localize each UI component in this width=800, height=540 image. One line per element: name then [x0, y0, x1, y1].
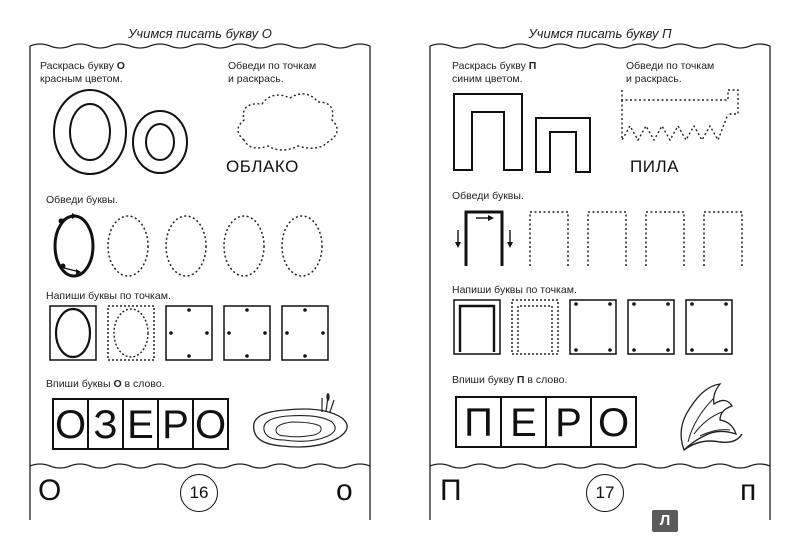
page-number: 17 — [586, 474, 624, 512]
stroke-arrow-icon — [59, 213, 82, 275]
trace-letters-row — [454, 206, 764, 276]
task-color-letter: Раскрась букву П синим цветом. — [452, 60, 537, 85]
word-cell: О — [52, 398, 89, 450]
task-word: Впиши буквы О в слово. — [46, 378, 165, 390]
word-cell: Е — [122, 398, 159, 450]
task-write-dots: Напиши буквы по точкам. — [452, 284, 577, 296]
task-trace-picture: Обведи по точкам и раскрась. — [228, 60, 317, 85]
feather-icon — [670, 378, 750, 458]
saw-outline-icon — [618, 88, 748, 148]
word-cell: П — [455, 396, 502, 448]
publisher-watermark: Л — [652, 510, 678, 532]
footer-letter-lowercase: о — [336, 474, 353, 507]
task-write-dots: Напиши буквы по точкам. — [46, 290, 171, 302]
word-cell: З — [87, 398, 124, 450]
workbook-page-17 — [400, 0, 800, 540]
task-trace-letters: Обведи буквы. — [452, 190, 524, 202]
cloud-outline-icon — [232, 88, 342, 158]
task-word: Впиши букву П в слово. — [452, 374, 568, 386]
task-color-letter: Раскрась букву О красным цветом. — [40, 60, 125, 85]
write-by-dots-row — [50, 306, 350, 366]
page-header: Учимся писать букву О — [128, 26, 272, 41]
task-trace-letters: Обведи буквы. — [46, 194, 118, 206]
trace-letters-row — [46, 208, 346, 288]
word-cell: О — [590, 396, 637, 448]
footer-letter-capital: П — [440, 474, 462, 507]
page-number: 16 — [180, 474, 218, 512]
word-cell: Е — [500, 396, 547, 448]
word-cell: Р — [545, 396, 592, 448]
task-trace-picture: Обведи по точкам и раскрась. — [626, 60, 715, 85]
footer-letter-lowercase: п — [740, 474, 757, 507]
pond-icon — [246, 394, 356, 454]
stroke-arrow-icon — [455, 215, 513, 248]
picture-word: ОБЛАКО — [226, 157, 299, 176]
footer-letter-capital: О — [38, 474, 62, 507]
write-by-dots-row — [454, 300, 754, 360]
big-letter-o-outline — [50, 90, 200, 180]
word-cell: О — [192, 398, 229, 450]
page-header: Учимся писать букву П — [528, 26, 672, 41]
picture-word: ПИЛА — [630, 157, 679, 176]
big-letter-p-outline — [452, 92, 612, 182]
word-cell: Р — [157, 398, 194, 450]
